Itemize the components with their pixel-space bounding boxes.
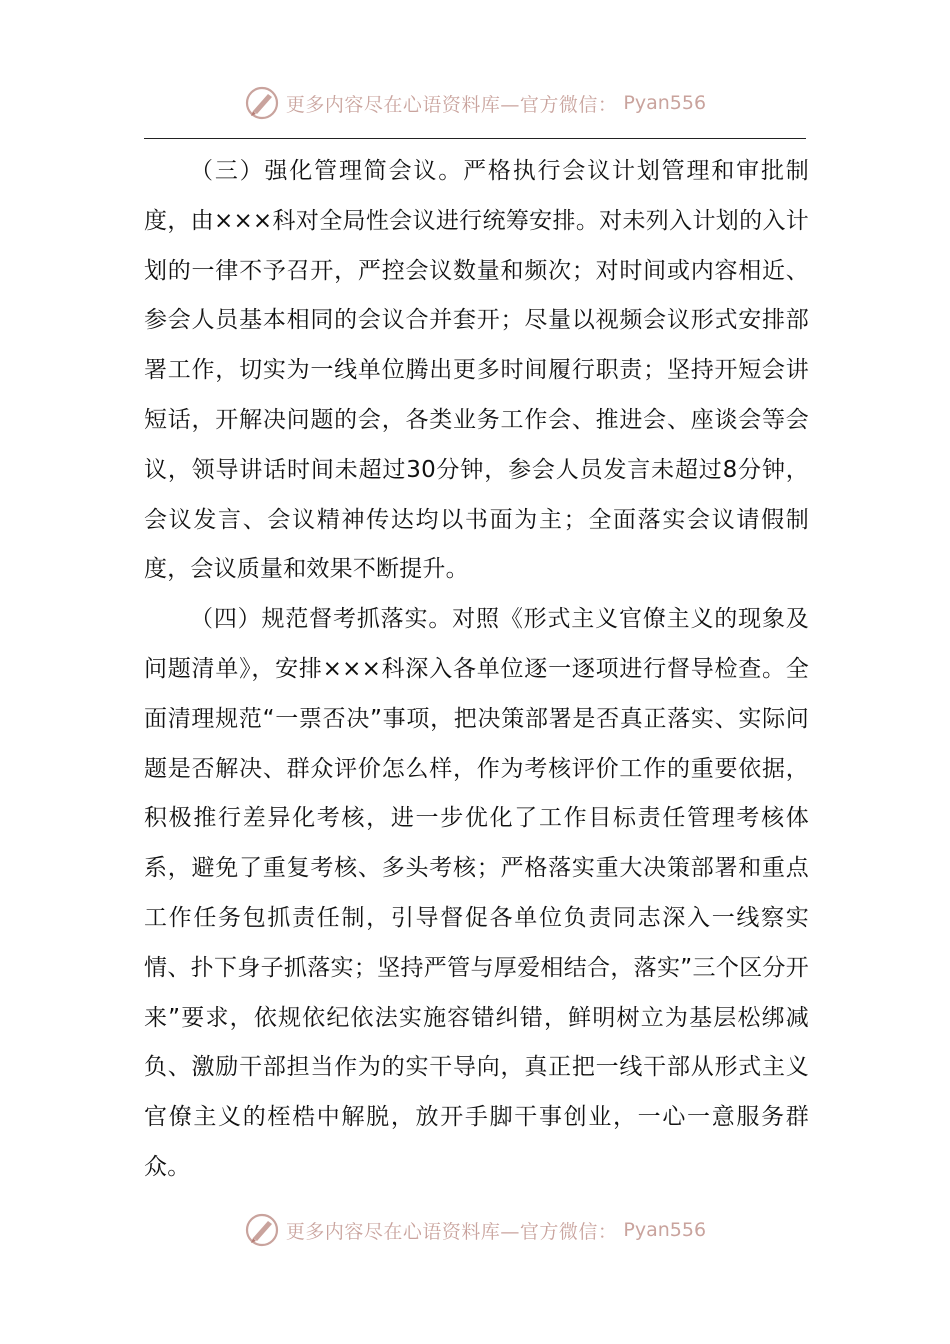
paragraph-meeting-management: （三）强化管理简会议。严格执行会议计划管理和审批制度，由×××科对全局性会议进行统筹安排。对未列入计划的入计划的一律不予召开，严控会议数量和频次；对时间或内容相近、参会人员基本相同的会议合并套开；尽量以视频会议形式安排部署工作，切实为一线单位腾出更多时间履行职责；坚持开短会讲短话，开解决问题的会，各类业务工作会、推进会、座谈会等会议，领导讲话时间未超过30分钟，参会人员发言未超过8分钟，会议发言、会议精神传达均以书面为主；全面落实会议请假制度，会议质量和效果不断提升。 xyxy=(144,158,809,583)
pen-logo-icon xyxy=(244,85,280,121)
watermark-text: 更多内容尽在心语资料库—官方微信： xyxy=(285,93,618,116)
header-divider xyxy=(144,138,806,139)
footer-watermark xyxy=(0,1210,950,1250)
watermark-text: 更多内容尽在心语资料库—官方微信： xyxy=(285,1220,618,1243)
paragraph-supervision-assessment: （四）规范督考抓落实。对照《形式主义官僚主义的现象及问题清单》，安排×××科深入各单位逐一逐项进行督导检查。全面清理规范“一票否决”事项，把决策部署是否真正落实、实际问题是否解决、群众评价怎么样，作为考核评价工作的重要依据，积极推行差异化考核，进一步优化了工作目标责任管理考核体系，避免了重复考核、多头考核；严格落实重大决策部署和重点工作任务包抓责任制，引导督促各单位负责同志深入一线察实情、扑下身子抓落实；坚持严管与厚爱相结合，落实”三个区分开来”要求，依规依纪依法实施容错纠错，鲜明树立为基层松绑减负、激励干部担当作为的实干导向，真正把一线干部从形式主义官僚主义的桎梏中解脱，放开手脚干事创业，一心一意服务群众。 xyxy=(144,606,809,1180)
header-watermark xyxy=(0,83,950,123)
watermark-wechat-id: Pyan556 xyxy=(623,92,707,114)
document-body xyxy=(144,147,809,1193)
pen-logo-icon xyxy=(244,1212,280,1248)
watermark-wechat-id: Pyan556 xyxy=(623,1219,707,1241)
